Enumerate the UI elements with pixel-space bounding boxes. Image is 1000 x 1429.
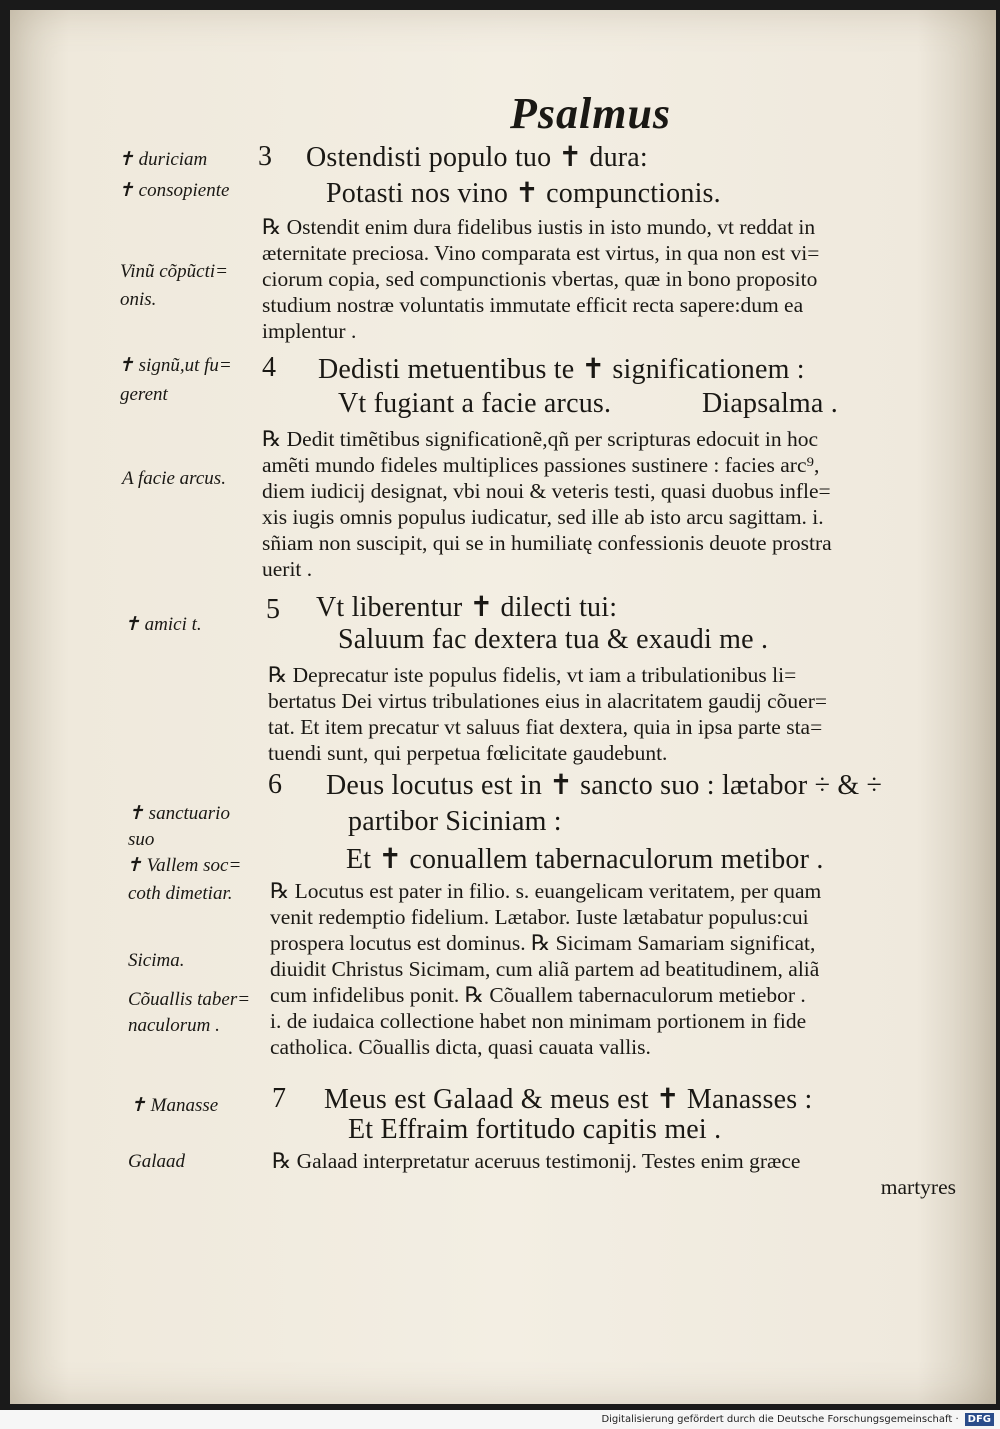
commentary-line: ℞ Locutus est pater in filio. s. euangelicam veritatem, per quam (270, 879, 822, 903)
footer-text: Digitalisierung gefördert durch die Deutsche Forschungsgemeinschaft · (601, 1414, 959, 1425)
commentary-line: diem iudicij designat, vbi noui & veteris testi, quasi duobus infle= (262, 479, 831, 503)
margin-note-signum: ✝ signũ,ut fu= (118, 355, 232, 376)
commentary-line: diuidit Christus Sicimam, cum aliã partem ad beatitudinem, aliã (270, 957, 820, 981)
commentary-line: ℞ Ostendit enim dura fidelibus iustis in isto mundo, vt reddat in (262, 215, 816, 239)
margin-note-amici: ✝ amici t. (124, 614, 202, 635)
running-header: Psalmus (510, 89, 672, 138)
margin-note-galaad: Galaad (128, 1151, 185, 1172)
verse-number-4: 4 (262, 352, 276, 383)
verse-number-6: 6 (268, 769, 282, 800)
commentary-line: cum infidelibus ponit. ℞ Cõuallem tabernaculorum metiebor . (270, 983, 806, 1007)
commentary-line: implentur . (262, 319, 357, 343)
margin-note-vinum: Vinũ cõpũcti= (120, 261, 228, 282)
margin-note-duriciam: ✝ duriciam (118, 149, 208, 170)
verse-line: Ostendisti populo tuo ✝ dura: (306, 142, 648, 173)
verse-line: Saluum fac dextera tua & exaudi me . (338, 624, 769, 655)
margin-note-vinum-cont: onis. (120, 289, 157, 310)
margin-note-manasse: ✝ Manasse (130, 1095, 219, 1116)
margin-note-signum-cont: gerent (120, 384, 168, 405)
commentary-line: catholica. Cõuallis dicta, quasi cauata vallis. (270, 1035, 651, 1059)
commentary-line: amẽti mundo fideles multiplices passiones sustinere : facies arc⁹, (262, 453, 820, 477)
margin-note-consopiente: ✝ consopiente (118, 180, 230, 201)
commentary-line: tat. Et item precatur vt saluus fiat dextera, quia in ipsa parte sta= (268, 715, 823, 739)
commentary-line: prospera locutus est dominus. ℞ Sicimam Samariam significat, (270, 931, 816, 955)
verse-line: Et ✝ conuallem tabernaculorum metibor . (346, 844, 824, 875)
digitization-footer (0, 1410, 1000, 1429)
margin-note-sicima: Sicima. (128, 950, 185, 971)
margin-note-facie-arcus: A facie arcus. (122, 468, 226, 489)
commentary-line: i. de iudaica collectione habet non minimam portionem in fide (270, 1009, 807, 1033)
commentary-line: xis iugis omnis populus iudicatur, sed ille ab isto arcu sagittam. i. (262, 505, 824, 529)
commentary-line: venit redemptio fidelium. Lætabor. Iuste lætabatur populus:cui (270, 905, 809, 929)
margin-note-conuallis: Cõuallis taber= (128, 989, 251, 1010)
commentary-line: tuendi sunt, qui perpetua fœlicitate gaudebunt. (268, 741, 668, 765)
verse-line: partibor Siciniam : (348, 806, 562, 837)
commentary-block-6 (270, 878, 962, 1060)
verse-line: Deus locutus est in ✝ sancto suo : lætabor ÷ & ÷ (326, 770, 883, 801)
commentary-line: ℞ Deprecatur iste populus fidelis, vt iam a tribulationibus li= (268, 663, 797, 687)
verse-line: Et Effraim fortitudo capitis mei . (348, 1114, 722, 1145)
margin-note-sanctuario-cont: suo (128, 829, 155, 850)
commentary-line: bertatus Dei virtus tribulationes eius in alacritatem gaudij cõuer= (268, 689, 828, 713)
margin-note-vallem: ✝ Vallem soc= (126, 855, 242, 876)
verse-line: Vt fugiant a facie arcus. (338, 388, 612, 419)
commentary-line: ℞ Galaad interpretatur aceruus testimonij. Testes enim græce (272, 1149, 801, 1173)
commentary-block-7 (272, 1148, 964, 1200)
verse-line: Vt liberentur ✝ dilecti tui: (316, 592, 618, 623)
margin-note-sanctuario: ✝ sanctuario (128, 803, 230, 824)
verse-number-5: 5 (266, 594, 280, 625)
verse-line: Meus est Galaad & meus est ✝ Manasses : (324, 1084, 813, 1115)
dfg-logo: DFG (965, 1413, 994, 1426)
commentary-block-4 (262, 426, 954, 582)
commentary-block-3 (262, 214, 954, 344)
margin-note-conuallis-cont: naculorum . (128, 1015, 220, 1036)
commentary-line: ℞ Dedit timẽtibus significationẽ,qñ per scripturas edocuit in hoc (262, 427, 819, 451)
verse-line: Dedisti metuentibus te ✝ significationem : (318, 354, 805, 385)
commentary-line: æternitate preciosa. Vino comparata est virtus, in qua non est vi= (262, 241, 820, 265)
verse-number-7: 7 (272, 1083, 286, 1114)
commentary-line: ciorum copia, sed compunctionis vbertas, quæ in bono proposito (262, 267, 818, 291)
commentary-block-5 (268, 662, 960, 766)
commentary-line: studium nostræ voluntatis immutate efficit recta sapere:dum ea (262, 293, 804, 317)
commentary-line: sñiam non suscipit, qui se in humiliatę confessionis deuote prostra (262, 531, 832, 555)
commentary-line: uerit . (262, 557, 313, 581)
catchword: martyres (880, 1175, 956, 1199)
verse-diapsalma: Diapsalma . (702, 388, 838, 419)
verse-line: Potasti nos vino ✝ compunctionis. (326, 178, 721, 209)
verse-number-3: 3 (258, 141, 272, 172)
margin-note-vallem-cont: coth dimetiar. (128, 883, 233, 904)
